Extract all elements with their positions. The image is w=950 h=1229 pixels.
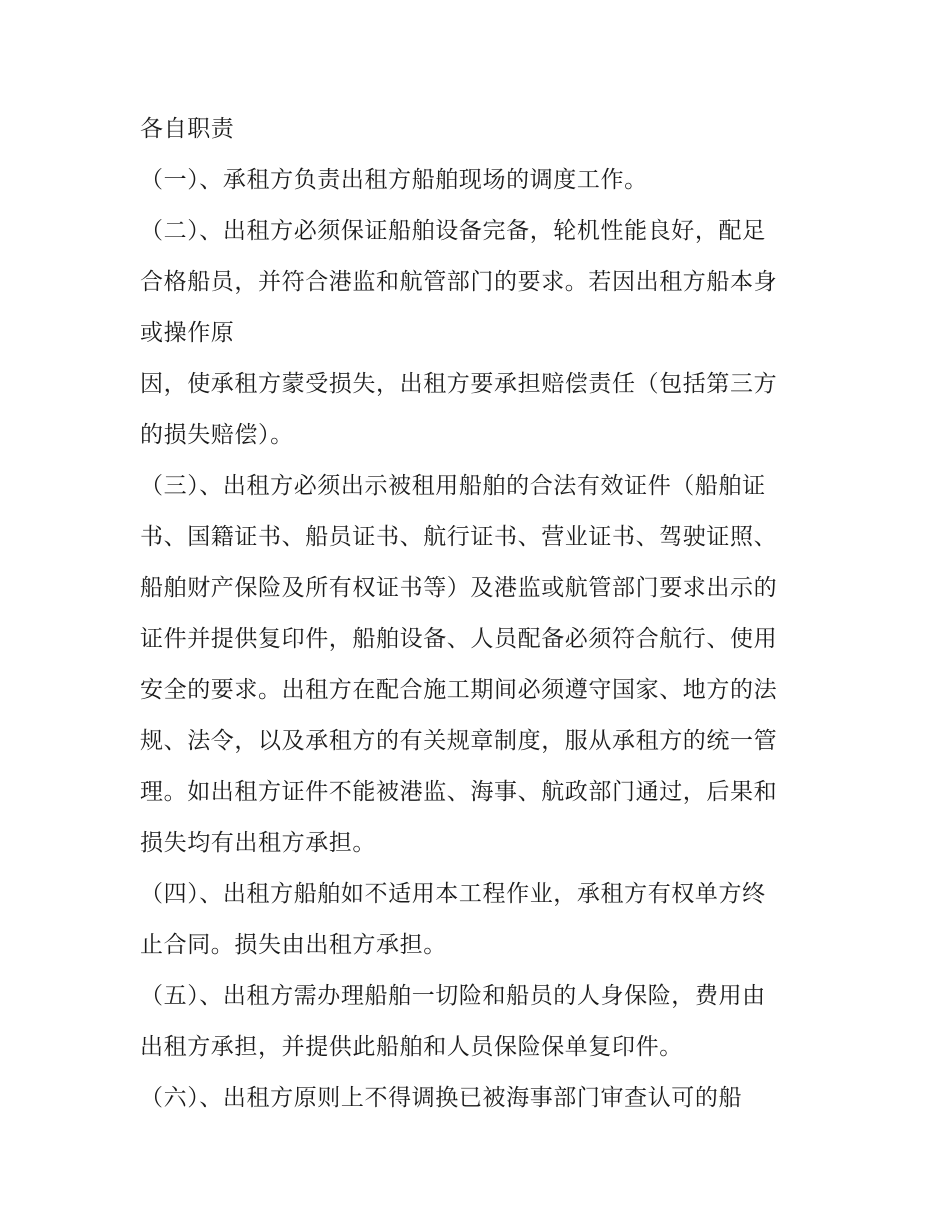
- text-line: 合格船员，并符合港监和航管部门的要求。若因出租方船本身: [140, 269, 778, 295]
- text-line: 或操作原: [140, 320, 235, 346]
- text-line: 出租方承担，并提供此船舶和人员保险保单复印件。: [140, 1034, 683, 1060]
- text-line: （五）、出租方需办理船舶一切险和船员的人身保险，费用由: [140, 983, 766, 1009]
- text-line: 因，使承租方蒙受损失，出租方要承担赔偿责任（包括第三方: [140, 371, 778, 397]
- text-line: （四）、出租方船舶如不适用本工程作业，承租方有权单方终: [140, 881, 766, 907]
- text-line: （六）、出租方原则上不得调换已被海事部门审查认可的船: [140, 1085, 743, 1111]
- text-line: （二）、出租方必须保证船舶设备完备，轮机性能良好，配足: [140, 218, 766, 244]
- text-line: 的损失赔偿）。: [140, 422, 294, 448]
- text-line: 书、国籍证书、船员证书、航行证书、营业证书、驾驶证照、: [140, 524, 778, 550]
- text-line: （一）、承租方负责出租方船舶现场的调度工作。: [140, 167, 648, 193]
- section-heading: 各自职责: [140, 116, 235, 142]
- text-line: 止合同。损失由出租方承担。: [140, 932, 447, 958]
- text-line: 证件并提供复印件，船舶设备、人员配备必须符合航行、使用: [140, 626, 778, 652]
- text-line: 安全的要求。出租方在配合施工期间必须遵守国家、地方的法: [140, 677, 778, 703]
- text-line: 船舶财产保险及所有权证书等）及港监或航管部门要求出示的: [140, 575, 778, 601]
- text-line: （三）、出租方必须出示被租用船舶的合法有效证件（船舶证: [140, 473, 766, 499]
- text-line: 规、法令，以及承租方的有关规章制度，服从承租方的统一管: [140, 728, 778, 754]
- text-line: 损失均有出租方承担。: [140, 830, 376, 856]
- text-line: 理。如出租方证件不能被港监、海事、航政部门通过，后果和: [140, 779, 778, 805]
